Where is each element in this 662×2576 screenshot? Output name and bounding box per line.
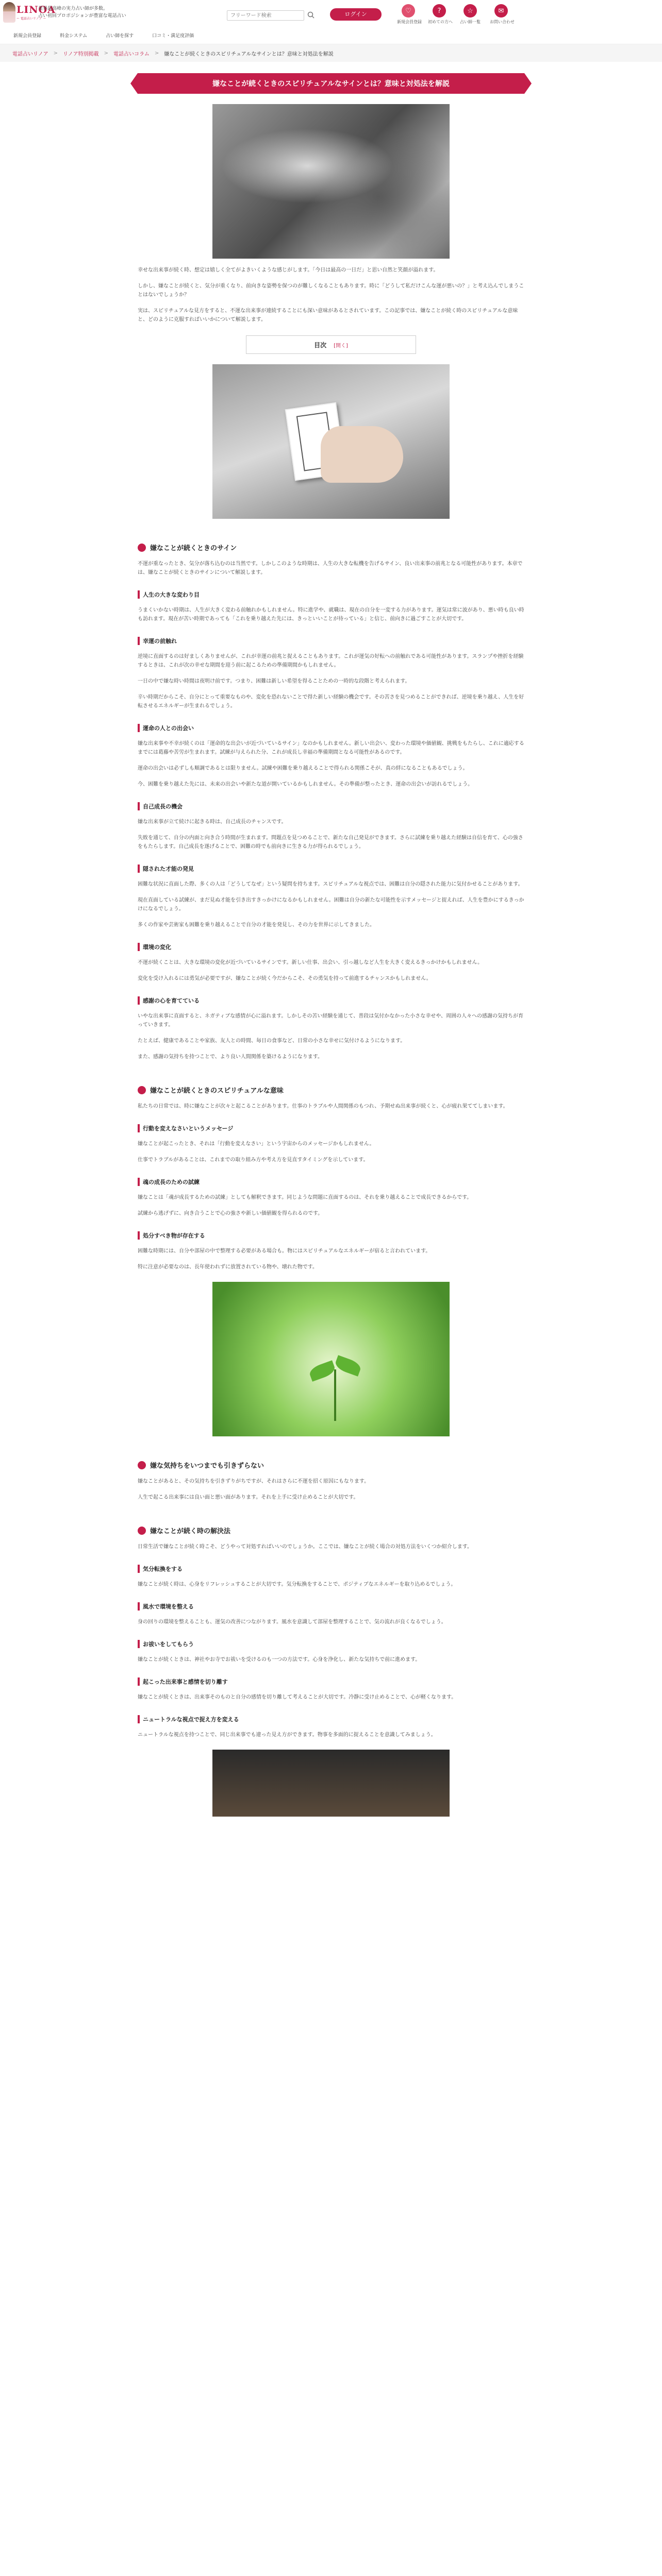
subsection-heading: お祓いをしてもらう: [138, 1640, 524, 1648]
breadcrumb-separator: >: [53, 50, 58, 56]
subsection-paragraph: 辛い時期だからこそ、自分にとって重要なものや、変化を恐れないことで得た新しい経験の機会です。その苦さを見つめることができれば、逆境を乗り越え、人生を好転させるエネルギーが生まれるでしょう。: [138, 694, 524, 709]
sprout-leaf2-shape: [334, 1355, 362, 1377]
subsection-paragraph: いやな出来事に直面すると、ネガティブな感情が心に溢れます。しかしその苦い経験を通じて、普段は気付かなかった小さな幸せや、周囲の人々への感謝の気持ちが育っていきます。: [138, 1013, 523, 1028]
subsection-heading: 起こった出来事と感情を切り離す: [138, 1677, 524, 1686]
intro-paragraph: 幸せな出来事が続く時、想定は嬉しく全てがよきいくような感じがします。「今日は最高の一日だ」と思い自然と笑顔が溢れます。: [138, 267, 439, 273]
intro-paragraph: 実は、スピリチュアルな見方をすると、不運な出来事が連続することにも深い意味があるとされています。この記事では、嫌なことが続く時のスピリチュアルな意味と、どのように克服すればいいかについて解説します。: [138, 308, 518, 323]
section-heading-text: 嫌なことが続くときのスピリチュアルな意味: [150, 1087, 284, 1095]
logo-text: LINOA: [16, 4, 56, 15]
subsection-paragraph: 嫌なことが起こったとき、それは「行動を変えなさい」という宇宙からのメッセージかもしれません。: [138, 1141, 375, 1147]
sprout-leaf1-shape: [308, 1360, 337, 1382]
section-heading: [138, 1085, 524, 1095]
section-paragraph: 嫌なことがあると、その気持ちを引きずりがちですが、それはさらに不運を招く原因にもなります。: [138, 1479, 370, 1484]
question-icon: ?: [433, 4, 446, 18]
star-icon: ☆: [464, 4, 477, 18]
search-input[interactable]: [227, 10, 304, 21]
header-link-register[interactable]: [397, 4, 420, 25]
section-heading: [138, 1460, 524, 1470]
search-button[interactable]: [305, 10, 317, 21]
header-desc-line: 占い初回プロポジションが豊富な電話占い: [38, 13, 126, 19]
subsection-paragraph: 嫌な出来事や不幸が続くのは「運命的な出会いが近づいているサイン」なのかもしれません。新しい出会い、変わった環境や価値観、挑戦をもたらし、これに適応するまでには葛藤や苦労が生まれます。試練が与えられた分、これが成長し幸福の準備期間となる可能性があるのです。: [138, 741, 524, 755]
subsection-heading: 処分すべき物が存在する: [138, 1231, 524, 1240]
subsection-paragraph: 嫌なことが続く時は、心身をリフレッシュすることが大切です。気分転換をすることで、ポジティブなエネルギーを取り込めるでしょう。: [138, 1582, 456, 1587]
subsection-paragraph: 逆境に直面するのは好ましくありませんが、これが幸運の前兆と捉えることもあります。これが運気の好転への前触れである可能性があります。スランプや挫折を経験するときは、これが次の幸せな期間を迎う前に起こるための準備期間かもしれません。: [138, 654, 524, 668]
subsection-paragraph: 仕事でトラブルがあることは、これまでの取り組み方や考え方を見直すタイミングを示しています。: [138, 1157, 369, 1163]
header-link-label: 占い師一覧: [460, 20, 481, 24]
subsection-paragraph: 嫌な出来事が立て続けに起きる時は、自己成長のチャンスです。: [138, 819, 287, 825]
breadcrumb: [0, 44, 662, 62]
section-paragraph: 日常生活で嫌なことが続く時こそ、どうやって対処すればいいのでしょうか。ここでは、嫌なことが続く場合の対処方法をいくつか紹介します。: [138, 1544, 472, 1550]
hero-image: [212, 104, 450, 259]
section-paragraph: 不運が重なったとき、気分が落ち込むのは当然です。しかしこのような時期は、人生の大きな転機を告げるサイン、良い出来事の前兆となる可能性があります。本章では、嫌なことが続くときのサインについて解説します。: [138, 561, 523, 575]
subsection-heading: 隠された才能の発見: [138, 865, 524, 873]
subsection-heading: 感謝の心を育てている: [138, 996, 524, 1005]
table-of-contents[interactable]: [246, 335, 416, 354]
subsection-paragraph: 一日の中で嫌な時い時間は夜明け前です。つまり、困難は新しい希望を得ることための一時的な段階と考えられます。: [138, 679, 410, 684]
header-link-label: 新規会員登録: [397, 20, 422, 24]
header-link-first-time[interactable]: [428, 4, 451, 25]
section-paragraph: 人生で起こる出来事には良い面と悪い面があります。それを上手に受け止めることが大切です。: [138, 1495, 359, 1500]
subsection-paragraph: 多くの作家や芸術家も困難を乗り越えることで自分の才能を発見し、その力を世界に示してきました。: [138, 922, 375, 928]
subsection-heading: 行動を変えなさいというメッセージ: [138, 1124, 524, 1132]
section-paragraph: 私たちの日常では、時に嫌なことが次々と起こることがあります。仕事のトラブルや人間関係のもつれ、予期せぬ出来事が続くと、心が疲れ果ててしまいます。: [138, 1104, 508, 1109]
hand-shape: [321, 426, 403, 483]
logo-avatar-icon: [3, 2, 15, 23]
breadcrumb-link[interactable]: 電話占いコラム: [113, 51, 150, 57]
toc-toggle[interactable]: [開く]: [334, 343, 348, 349]
nav-item-register[interactable]: 新規会員登録: [13, 33, 42, 39]
breadcrumb-separator: >: [104, 50, 108, 56]
subsection-paragraph: 嫌なことが続くときは、出来事そのものと自分の感情を切り離して考えることが大切です。冷静に受け止めることで、心が軽くなります。: [138, 1694, 457, 1700]
header-link-label: 初めての方へ: [428, 20, 453, 24]
subsection-paragraph: たとえば、健康であることや家族、友人との時間、毎日の食事など、日常の小さな幸せに気付けるようになります。: [138, 1038, 406, 1044]
sprout-stem-shape: [334, 1369, 336, 1421]
tarot-card-image: [212, 364, 450, 519]
subsection-paragraph: 失敗を通じて、自分の内面と向き合う時間が生まれます。問題点を見つめることで、新たな自己発見ができます。さらに試練を乗り越えた経験は自信を育て、心の強さをもたらします。自己成長を遂げることで、困難の時でも前向きに生きる力が得られるでしょう。: [138, 835, 523, 850]
nav-item-search[interactable]: 占い師を探す: [106, 33, 134, 39]
subsection-paragraph: 困難な状況に直面した際、多くの人は「どうしてなぜ」という疑問を持ちます。スピリチュアルな視点では、困難は自分の隠された能力に気付かせることがあります。: [138, 882, 523, 887]
subsection-heading: 幸運の前触れ: [138, 637, 524, 645]
section-bullet-icon: [138, 1527, 146, 1535]
site-header: [0, 0, 662, 44]
subsection-heading: 気分転換をする: [138, 1565, 524, 1573]
section-heading-text: 嫌なことが続く時の解決法: [150, 1528, 231, 1535]
section-heading-text: 嫌な気持ちをいつまでも引きずらない: [150, 1462, 264, 1470]
section-bullet-icon: [138, 1461, 146, 1469]
section-heading: [138, 1526, 524, 1535]
subsection-paragraph: ニュートラルな視点を持つことで、同じ出来事でも違った見え方ができます。物事を多面的に捉えることを意識してみましょう。: [138, 1732, 436, 1738]
subsection-paragraph: また、感謝の気持ちを持つことで、より良い人間関係を築けるようになります。: [138, 1054, 323, 1060]
subsection-paragraph: 現在直面している試練が、まだ見ぬ才能を引き出すきっかけになるかもしれません。困難は自分の新たな可能性を示すメッセージと捉えれば、人生を豊かにするきっかけになるでしょう。: [138, 897, 524, 912]
subsection-paragraph: 特に注意が必要なのは、長年使われずに放置されている物や、壊れた物です。: [138, 1264, 318, 1270]
sections-container: [138, 543, 524, 1817]
site-logo[interactable]: [3, 2, 56, 30]
main-nav: [0, 32, 662, 39]
subsection-heading: ニュートラルな視点で捉え方を変える: [138, 1715, 524, 1723]
mail-icon: ✉: [494, 4, 508, 18]
subsection-paragraph: 不運が続くことは、大きな環境の変化が近づいているサインです。新しい仕事、出会い、引っ越しなど人生を大きく変えるきっかけかもしれません。: [138, 960, 483, 965]
subsection-paragraph: 困難な時期には、自分や部屋の中で整理する必要がある場合も。物にはスピリチュアルなエネルギーが宿ると言われています。: [138, 1248, 431, 1254]
subsection-paragraph: 身の回りの環境を整えることも、運気の改善につながります。風水を意識して部屋を整理することで、気の流れが良くなるでしょう。: [138, 1619, 446, 1625]
section-heading-text: 嫌なことが続くときのサイン: [150, 545, 237, 552]
subsection-paragraph: 変化を受け入れるには勇気が必要ですが、嫌なことが続く今だからこそ、その勇気を持って前進するチャンスかもしれません。: [138, 976, 432, 981]
nav-item-pricing[interactable]: 料金システム: [60, 33, 88, 39]
subsection-heading: 環境の変化: [138, 943, 524, 951]
subsection-heading: 風水で環境を整える: [138, 1602, 524, 1611]
subsection-paragraph: 今、困難を乗り越えた先には、未来の出会いや新たな道が開いているかもしれません。その準備が整ったとき、運命の出会いが訪れるでしょう。: [138, 782, 473, 787]
heart-icon: ♡: [402, 4, 415, 18]
subsection-heading: 自己成長の機会: [138, 802, 524, 810]
header-icon-links: [397, 4, 515, 25]
subsection-heading: 運命の人との出会い: [138, 724, 524, 732]
toc-label: 目次: [314, 341, 327, 349]
section-heading: [138, 543, 524, 552]
breadcrumb-current: 嫌なことが続くときのスピリチュアルなサインとは？意味と対処法を解説: [164, 51, 334, 57]
breadcrumb-link[interactable]: 電話占いリノア: [12, 51, 48, 57]
article-title: 嫌なことが続くときのスピリチュアルなサインとは？意味と対処法を解説: [138, 73, 524, 94]
header-description: [38, 5, 126, 20]
breadcrumb-separator: >: [154, 50, 159, 56]
subsection-paragraph: うまくいかない時期は、人生が大きく変わる前触れかもしれません。特に進学や、就職は、現在の自分を一変する力があります。運気は常に波があり、悪い時も良い時も訪れます。現在が苦い時期であっても「これを乗り越えた先には、きっといいことが待っている」と信じ、前向きに過ごすことが大切です。: [138, 607, 524, 622]
sprout-image: [212, 1282, 450, 1436]
nav-item-reviews[interactable]: 口コミ・満足度評価: [152, 33, 194, 39]
header-link-label: お問い合わせ: [490, 20, 515, 24]
bottom-image: [212, 1750, 450, 1817]
subsection-paragraph: 試練から逃げずに、向き合うことで心の強さや新しい価値観を得られるのです。: [138, 1211, 323, 1216]
section-bullet-icon: [138, 1086, 146, 1094]
section-bullet-icon: [138, 544, 146, 552]
subsection-paragraph: 運命の出会いは必ずしも順調であるとは限りません。試練や困難を乗り越えることで得られる関係こそが、真の絆になることもあるでしょう。: [138, 766, 468, 771]
header-link-fortunetellers[interactable]: [459, 4, 482, 25]
subsection-heading: 人生の大きな変わり目: [138, 590, 524, 599]
subsection-paragraph: 嫌なことが続くときは、神社やお寺でお祓いを受けるのも一つの方法です。心身を浄化し、新たな気持ちで前に進めます。: [138, 1657, 421, 1663]
header-link-contact[interactable]: [490, 4, 515, 25]
article: [138, 73, 524, 1817]
header-desc-line: 業界最高峰の実力占い師が多数。: [38, 6, 108, 11]
login-button[interactable]: ログイン: [330, 8, 382, 21]
intro-paragraph: しかし、嫌なことが続くと、気分が重くなり、前向きな姿勢を保つのが難しくなることもあります。時に「どうして私だけこんな運が悪いの？」と考え込んでしまうことはないでしょうか？: [138, 283, 524, 298]
subsection-paragraph: 嫌なことは「魂が成長するための試練」としても解釈できます。同じような問題に直面するのは、それを乗り越えることで成長できるからです。: [138, 1195, 472, 1200]
subsection-heading: 魂の成長のための試練: [138, 1178, 524, 1186]
breadcrumb-link[interactable]: リノア特別掲載: [63, 51, 99, 57]
logo-subtitle: ー 電話占いリノア ー: [16, 17, 46, 21]
search-icon: [307, 11, 315, 19]
